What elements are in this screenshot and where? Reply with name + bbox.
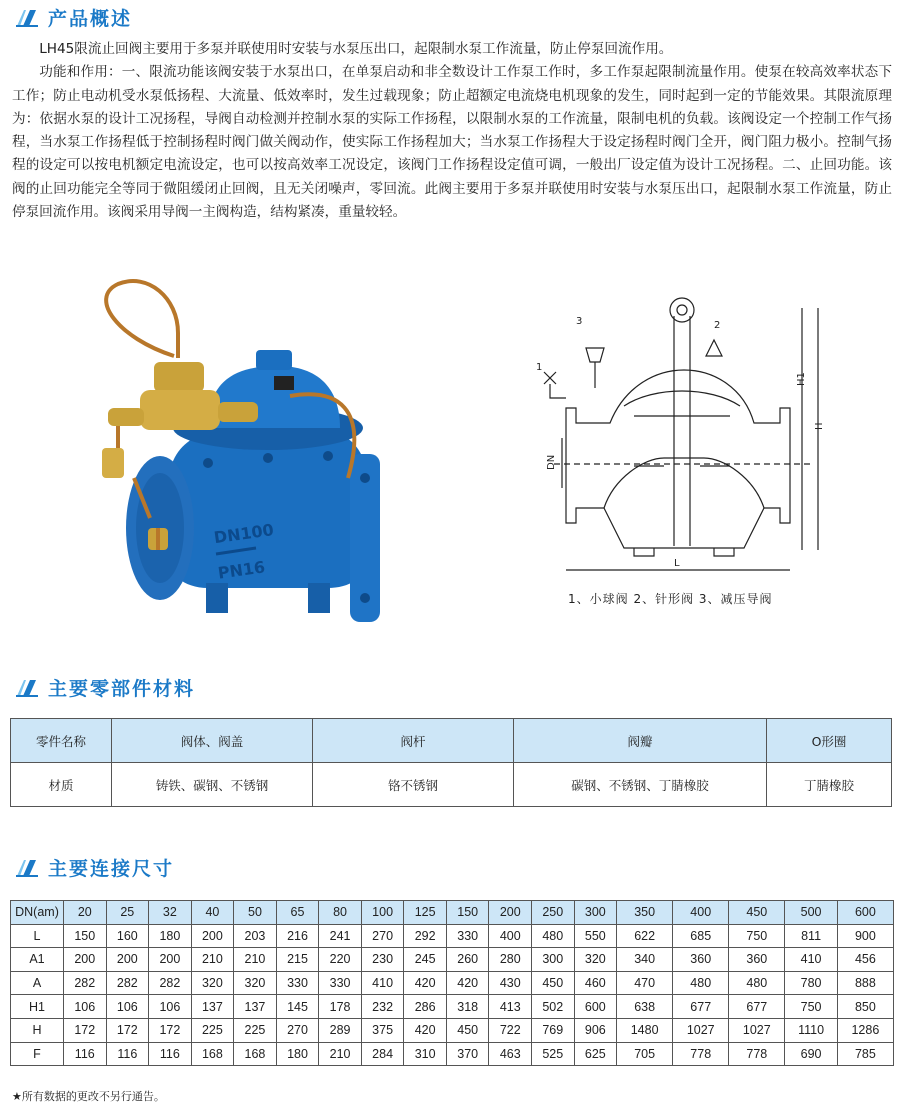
table-cell: 200	[191, 924, 234, 948]
table-cell: 20	[64, 901, 107, 925]
drawing-legend: 1、小球阀 2、针形阀 3、减压导阀	[568, 592, 773, 606]
body-marking-pn: PN16	[216, 557, 267, 583]
table-row	[11, 995, 894, 1019]
table-row-header-cell: A	[11, 971, 64, 995]
table-cell: 106	[149, 995, 192, 1019]
section-bullet-icon	[14, 676, 40, 698]
table-cell: 360	[729, 948, 785, 972]
table-cell: 材质	[11, 763, 112, 807]
table-cell: 168	[234, 1042, 277, 1066]
table-cell: 780	[785, 971, 837, 995]
footnote: ★所有数据的更改不另行通告。	[12, 1090, 165, 1103]
table-cell: 769	[532, 1018, 575, 1042]
table-cell: 300	[532, 948, 575, 972]
table-cell: 241	[319, 924, 362, 948]
table-cell: 525	[532, 1042, 575, 1066]
table-cell: 150	[446, 901, 489, 925]
table-cell: 260	[446, 948, 489, 972]
table-cell: 400	[673, 901, 729, 925]
table-header-cell: 阀杆	[313, 719, 514, 763]
table-row-header-cell: L	[11, 924, 64, 948]
dimensions-section-header	[14, 852, 174, 882]
table-cell: 318	[446, 995, 489, 1019]
table-cell: 430	[489, 971, 532, 995]
table-cell: 80	[319, 901, 362, 925]
table-cell: 25	[106, 901, 149, 925]
table-cell: 1110	[785, 1018, 837, 1042]
table-cell: 410	[785, 948, 837, 972]
table-cell: 420	[404, 971, 447, 995]
table-cell: 330	[319, 971, 362, 995]
table-cell: 116	[106, 1042, 149, 1066]
table-cell: 413	[489, 995, 532, 1019]
table-cell: 625	[574, 1042, 617, 1066]
section-bullet-icon	[14, 856, 40, 878]
table-cell: 210	[191, 948, 234, 972]
drawing-label-3: 3	[576, 316, 583, 327]
table-cell: 106	[64, 995, 107, 1019]
table-cell: 906	[574, 1018, 617, 1042]
dimensions-table	[10, 900, 894, 1066]
overview-paragraph-1: LH45限流止回阀主要用于多泵并联使用时安装与水泵压出口，起限制水泵工作流量，防止停泵回流作用。	[39, 41, 673, 57]
table-cell: 350	[617, 901, 673, 925]
table-cell: 550	[574, 924, 617, 948]
table-header-row	[11, 901, 894, 925]
drawing-label-h1: H1	[796, 372, 807, 386]
table-cell: 铬不锈钢	[313, 763, 514, 807]
table-cell: 282	[64, 971, 107, 995]
table-row-header-cell: H	[11, 1018, 64, 1042]
table-cell: 178	[319, 995, 362, 1019]
table-cell: 470	[617, 971, 673, 995]
table-cell: 310	[404, 1042, 447, 1066]
table-cell: 600	[574, 995, 617, 1019]
section-bullet-icon	[14, 6, 40, 28]
table-cell: 502	[532, 995, 575, 1019]
table-cell: 480	[729, 971, 785, 995]
materials-title: 主要零部件材料	[48, 677, 196, 700]
table-cell: 460	[574, 971, 617, 995]
table-cell: 200	[106, 948, 149, 972]
table-cell: 230	[361, 948, 404, 972]
table-cell: 280	[489, 948, 532, 972]
valve-product-photo	[78, 278, 390, 626]
table-cell: 450	[729, 901, 785, 925]
table-cell: 330	[276, 971, 319, 995]
table-cell: 410	[361, 971, 404, 995]
table-cell: 210	[234, 948, 277, 972]
table-row	[11, 1042, 894, 1066]
table-cell: 480	[673, 971, 729, 995]
table-cell: 284	[361, 1042, 404, 1066]
table-cell: 888	[837, 971, 893, 995]
dimensions-title: 主要连接尺寸	[48, 857, 175, 880]
table-cell: 245	[404, 948, 447, 972]
table-cell: 116	[64, 1042, 107, 1066]
drawing-label-h: H	[814, 422, 825, 430]
table-row-header-cell: A1	[11, 948, 64, 972]
table-cell: 600	[837, 901, 893, 925]
table-cell: 370	[446, 1042, 489, 1066]
table-cell: 500	[785, 901, 837, 925]
table-cell: 320	[191, 971, 234, 995]
table-cell: 638	[617, 995, 673, 1019]
materials-section-header	[14, 672, 195, 702]
table-cell: 1480	[617, 1018, 673, 1042]
table-cell: 220	[319, 948, 362, 972]
overview-title: 产品概述	[48, 7, 133, 30]
table-cell: 400	[489, 924, 532, 948]
table-cell: 216	[276, 924, 319, 948]
overview-section-header	[14, 2, 132, 32]
drawing-label-2: 2	[714, 320, 721, 331]
table-cell: 1027	[673, 1018, 729, 1042]
table-cell: 750	[729, 924, 785, 948]
table-header-row	[11, 719, 892, 763]
table-cell: 172	[64, 1018, 107, 1042]
table-cell: 289	[319, 1018, 362, 1042]
table-cell: 150	[64, 924, 107, 948]
table-cell: 碳钢、不锈钢、丁腈橡胶	[514, 763, 767, 807]
table-cell: 778	[729, 1042, 785, 1066]
table-header-cell: 阀体、阀盖	[112, 719, 313, 763]
table-cell: 200	[64, 948, 107, 972]
table-header-cell: 零件名称	[11, 719, 112, 763]
table-cell: 225	[234, 1018, 277, 1042]
table-cell: 100	[361, 901, 404, 925]
table-cell: 282	[149, 971, 192, 995]
table-cell: 210	[319, 1042, 362, 1066]
table-cell: 375	[361, 1018, 404, 1042]
table-cell: 722	[489, 1018, 532, 1042]
table-cell: 32	[149, 901, 192, 925]
table-cell: 705	[617, 1042, 673, 1066]
table-cell: 622	[617, 924, 673, 948]
overview-text	[12, 38, 892, 224]
table-cell: 200	[489, 901, 532, 925]
table-cell: 270	[361, 924, 404, 948]
table-cell: 125	[404, 901, 447, 925]
table-cell: 1286	[837, 1018, 893, 1042]
table-row	[11, 763, 892, 807]
table-cell: 286	[404, 995, 447, 1019]
table-cell: 172	[106, 1018, 149, 1042]
table-cell: 677	[673, 995, 729, 1019]
table-cell: 160	[106, 924, 149, 948]
valve-section-drawing	[514, 288, 852, 588]
table-cell: 65	[276, 901, 319, 925]
table-cell: 320	[234, 971, 277, 995]
drawing-label-1: 1	[536, 362, 543, 373]
table-cell: 450	[446, 1018, 489, 1042]
table-cell: 200	[149, 948, 192, 972]
table-cell: 685	[673, 924, 729, 948]
table-cell: 137	[191, 995, 234, 1019]
table-cell: 300	[574, 901, 617, 925]
table-cell: 450	[532, 971, 575, 995]
table-cell: 180	[276, 1042, 319, 1066]
table-row	[11, 948, 894, 972]
table-cell: 丁腈橡胶	[767, 763, 892, 807]
table-cell: 360	[673, 948, 729, 972]
table-cell: 811	[785, 924, 837, 948]
table-cell: 215	[276, 948, 319, 972]
table-cell: 106	[106, 995, 149, 1019]
table-cell: 340	[617, 948, 673, 972]
table-row-header-cell: H1	[11, 995, 64, 1019]
table-cell: 203	[234, 924, 277, 948]
table-cell: 463	[489, 1042, 532, 1066]
table-cell: 420	[446, 971, 489, 995]
table-header-cell: 阀瓣	[514, 719, 767, 763]
table-cell: 456	[837, 948, 893, 972]
table-cell: 232	[361, 995, 404, 1019]
table-row-header-cell: DN(am)	[11, 901, 64, 925]
table-cell: 292	[404, 924, 447, 948]
table-cell: 420	[404, 1018, 447, 1042]
table-cell: 40	[191, 901, 234, 925]
table-cell: 320	[574, 948, 617, 972]
table-cell: 480	[532, 924, 575, 948]
table-cell: 180	[149, 924, 192, 948]
table-cell: 250	[532, 901, 575, 925]
table-cell: 50	[234, 901, 277, 925]
table-cell: 282	[106, 971, 149, 995]
table-cell: 铸铁、碳钢、不锈钢	[112, 763, 313, 807]
materials-table	[10, 718, 892, 807]
drawing-label-l: L	[674, 558, 680, 569]
table-cell: 690	[785, 1042, 837, 1066]
table-cell: 330	[446, 924, 489, 948]
table-cell: 270	[276, 1018, 319, 1042]
table-row	[11, 924, 894, 948]
table-cell: 785	[837, 1042, 893, 1066]
table-cell: 225	[191, 1018, 234, 1042]
table-cell: 116	[149, 1042, 192, 1066]
table-cell: 1027	[729, 1018, 785, 1042]
table-row	[11, 1018, 894, 1042]
table-header-cell: O形圈	[767, 719, 892, 763]
body-marking-dn: DN100	[212, 520, 275, 548]
table-cell: 172	[149, 1018, 192, 1042]
table-cell: 778	[673, 1042, 729, 1066]
table-cell: 850	[837, 995, 893, 1019]
table-cell: 677	[729, 995, 785, 1019]
table-cell: 137	[234, 995, 277, 1019]
drawing-label-dn: DN	[546, 454, 557, 470]
overview-paragraph-2: 功能和作用：一、限流功能该阀安装于水泵出口，在单泵启动和非全数设计工作泵工作时，多工作泵起限制流量作用。使泵在较高效率状态下工作；防止电动机受水泵低扬程、大流量、低效率时，发生过载现象；防止超额定电流烧电机现象的发生，同时起到一定的节能效果。其限流原理为：依据水泵的设计工况扬程，导阀自动检测并控制水泵的实际工作扬程，以限制水泵的工作流量，限制电机的负载。该阀设定一个控制工作气扬程，当水泵工作扬程低于控制扬程时阀门做关阀动作，使实际工作扬程加大；当水泵工作扬程大于设定扬程时阀门全开，阀门阻力极小。控制气扬程的设定可以按电机额定电流设定，也可以按高效率工况设定，该阀门工作扬程设定值可调，一般出厂设定值为设计工况扬程。二、止回功能。该阀的止回功能完全等同于微阻缓闭止回阀，且无关闭噪声，零回流。此阀主要用于多泵并联使用时安装与水泵压出口，起限制水泵工作流量，防止停泵回流作用。该阀采用导阀一主阀构造，结构紧凑，重量较轻。	[12, 64, 892, 221]
table-row	[11, 971, 894, 995]
table-cell: 900	[837, 924, 893, 948]
table-cell: 750	[785, 995, 837, 1019]
table-cell: 168	[191, 1042, 234, 1066]
table-cell: 145	[276, 995, 319, 1019]
table-row-header-cell: F	[11, 1042, 64, 1066]
